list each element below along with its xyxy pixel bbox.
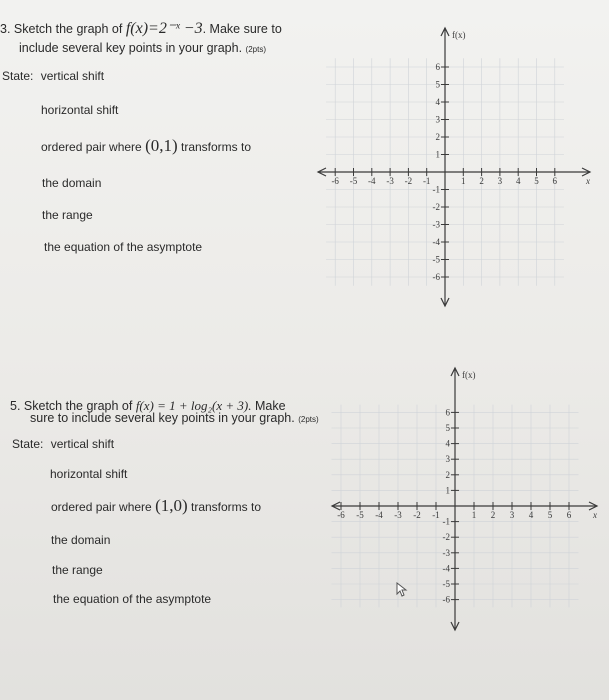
y-tick-label: -4 (442, 563, 450, 574)
y-tick-label: -6 (432, 272, 440, 282)
problem2-vertical-shift: vertical shift (50, 437, 115, 451)
problem2-intro: Sketch the graph of (23, 399, 133, 413)
y-tick-label: 3 (435, 114, 440, 125)
x-tick-label: 6 (566, 510, 572, 520)
problem1-line2: include several key points in your graph. (2pts) (19, 41, 266, 55)
problem2-ordered-pair-row: ordered pair where (1,0) transforms to (51, 496, 262, 515)
problem1-intro: Sketch the graph of (13, 22, 123, 36)
y-tick-label: 4 (445, 438, 450, 449)
y-tick-label: -1 (432, 184, 440, 195)
problem1-number: 3. (0, 22, 11, 36)
problem1-state-label: State: (2, 69, 34, 83)
mouse-cursor-icon (396, 582, 408, 598)
problem2-number: 5. (10, 399, 21, 413)
problem1-points: (2pts) (245, 45, 266, 54)
problem2-ordered-pair-value: (1,0) (155, 496, 188, 515)
problem2-line2: sure to include several key points in your graph. (2pts) (30, 411, 319, 425)
x-tick-label: 1 (461, 176, 466, 186)
problem2-asymptote: the equation of the asymptote (53, 592, 212, 606)
x-axis-label: x (593, 510, 597, 520)
problem2-function: f(x) = 1 + log₂(x + 3). (135, 398, 252, 413)
x-tick-label: -6 (337, 510, 345, 520)
y-tick-label: -2 (442, 532, 450, 543)
problem1-ordered-pair-row: ordered pair where (0,1) transforms to (41, 136, 252, 155)
x-tick-label: 5 (547, 510, 553, 520)
x-tick-label: 1 (471, 510, 477, 520)
problem1-question: 3. Sketch the graph of f(x)=2⁻ˣ −3. Make sure to (0, 20, 282, 37)
x-tick-label: 2 (479, 176, 484, 186)
x-tick-label: 3 (509, 510, 515, 520)
y-tick-label: -6 (442, 594, 450, 605)
y-tick-label: -2 (432, 202, 440, 212)
x-tick-label: -4 (368, 176, 376, 186)
x-tick-label: -2 (404, 176, 413, 186)
x-tick-label: 4 (528, 510, 534, 520)
x-tick-label: -3 (386, 176, 394, 186)
x-tick-label: -6 (331, 176, 339, 186)
y-tick-label: -1 (442, 516, 450, 527)
x-tick-label: -4 (375, 510, 383, 520)
x-tick-label: -1 (422, 176, 431, 186)
y-tick-label: 6 (435, 62, 440, 72)
problem2-domain: the domain (51, 533, 111, 547)
x-tick-label: 2 (490, 510, 496, 520)
graph1 (318, 28, 590, 306)
y-axis-label: f(x) (452, 30, 466, 40)
problem2-state-label: State: (12, 437, 44, 451)
y-tick-label: -3 (442, 547, 450, 558)
x-tick-label: -2 (413, 510, 421, 520)
x-tick-label: -1 (432, 510, 440, 520)
y-tick-label: -5 (442, 579, 450, 589)
problem1-horizontal-shift: horizontal shift (41, 103, 119, 117)
problem1-range: the range (42, 208, 93, 222)
y-tick-label: 1 (435, 149, 440, 160)
problem2-range: the range (52, 563, 103, 577)
y-tick-label: 4 (435, 97, 440, 107)
x-tick-label: 4 (515, 176, 521, 186)
problem1-ordered-pair-value: (0,1) (145, 136, 178, 155)
x-tick-label: 6 (552, 176, 558, 186)
y-tick-label: 2 (445, 469, 450, 480)
x-tick-label: -5 (349, 176, 358, 186)
problem1-vertical-shift: vertical shift (40, 69, 105, 83)
problem1-make-sure: Make sure to (209, 22, 282, 36)
x-tick-label: -5 (356, 510, 364, 520)
y-tick-label: 5 (435, 79, 440, 90)
y-tick-label: -4 (432, 237, 440, 247)
problem2-points: (2pts) (298, 415, 319, 424)
problem1-function: f(x)=2⁻ˣ −3 (125, 20, 203, 37)
problem2-make-sure: Make (254, 399, 286, 413)
problem1-asymptote: the equation of the asymptote (44, 240, 203, 254)
y-axis-label: f(x) (462, 370, 476, 380)
problem2-horizontal-shift: horizontal shift (50, 467, 128, 481)
y-tick-label: -3 (432, 219, 440, 230)
graph2 (332, 368, 598, 630)
y-tick-label: 2 (435, 132, 440, 142)
y-tick-label: -5 (432, 254, 440, 265)
x-tick-label: 3 (497, 176, 503, 186)
y-tick-label: 3 (445, 454, 450, 465)
x-axis-label: x (586, 176, 590, 186)
y-tick-label: 1 (445, 485, 450, 496)
y-tick-label: 5 (445, 423, 450, 433)
y-tick-label: 6 (445, 407, 450, 418)
x-tick-label: 5 (534, 176, 539, 186)
x-tick-label: -3 (394, 510, 402, 520)
problem1-domain: the domain (42, 176, 102, 190)
